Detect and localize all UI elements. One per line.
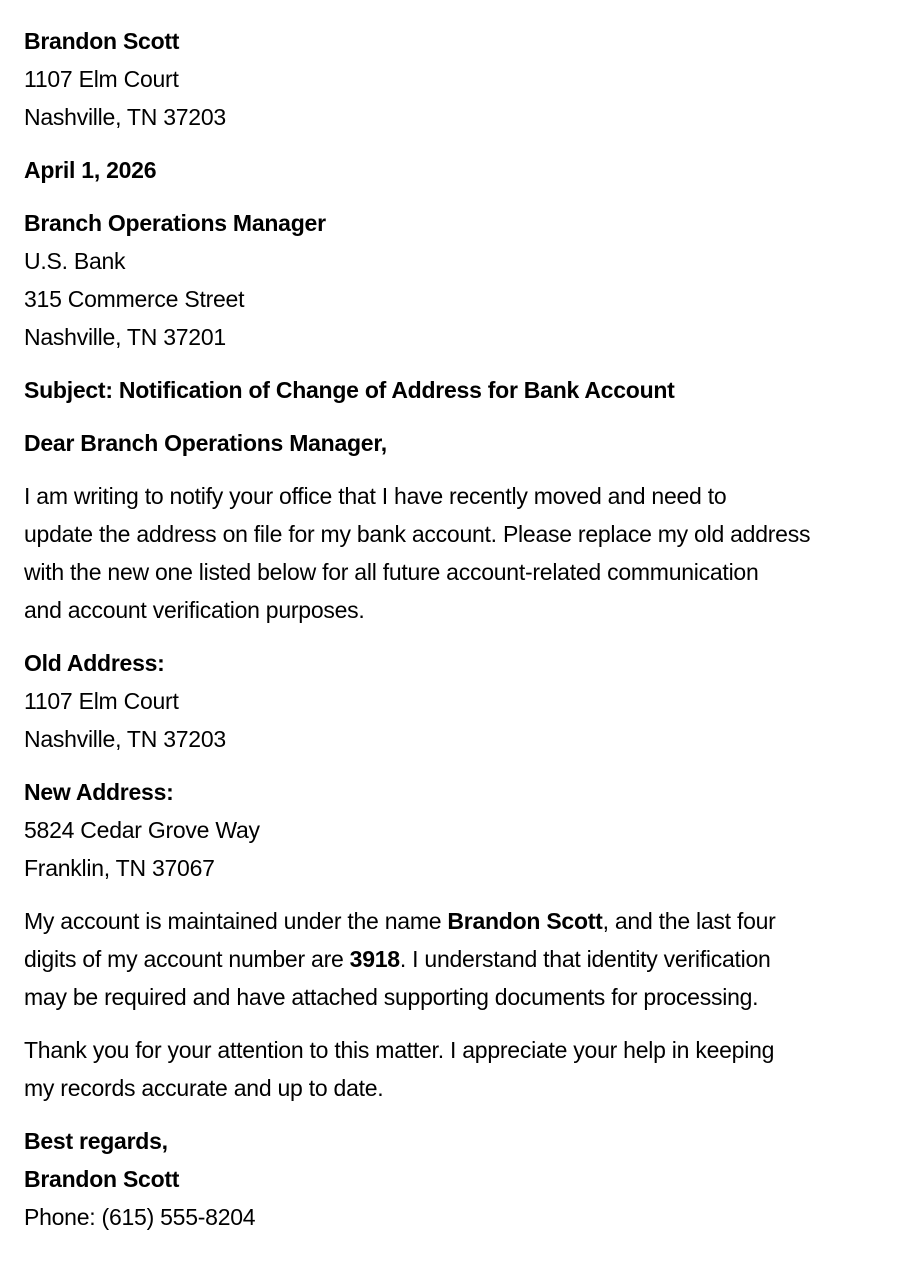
paragraph-line (24, 940, 890, 978)
recipient-address-line2: Nashville, TN 37201 (24, 324, 226, 350)
closing-block (24, 1122, 890, 1236)
old-address-line2: Nashville, TN 37203 (24, 726, 226, 752)
new-address-heading: New Address: (24, 779, 174, 805)
recipient-title: Branch Operations Manager (24, 210, 326, 236)
intro-paragraph (24, 477, 890, 629)
recipient-company: U.S. Bank (24, 248, 126, 274)
paragraph-line: and account verification purposes. (24, 597, 365, 623)
old-address-line1: 1107 Elm Court (24, 688, 179, 714)
account-last4-digits: 3918 (349, 946, 400, 972)
salutation-block (24, 424, 890, 462)
subject-block (24, 371, 890, 409)
new-address-block (24, 773, 890, 887)
recipient-address-line1: 315 Commerce Street (24, 286, 245, 312)
old-address-block (24, 644, 890, 758)
closing-phone: Phone: (615) 555-8204 (24, 1204, 256, 1230)
sender-address-line1: 1107 Elm Court (24, 66, 179, 92)
paragraph-line: Thank you for your attention to this matter. I appreciate your help in keeping (24, 1037, 775, 1063)
closing-name: Brandon Scott (24, 1166, 180, 1192)
paragraph-line: update the address on file for my bank account. Please replace my old address (24, 521, 811, 547)
paragraph-line: may be required and have attached supporting documents for processing. (24, 984, 759, 1010)
recipient-block (24, 204, 890, 356)
paragraph-line: with the new one listed below for all future account-related communication (24, 559, 759, 585)
closing-signoff: Best regards, (24, 1128, 168, 1154)
subject-line: Subject: Notification of Change of Address for Bank Account (24, 377, 675, 403)
account-text: My account is maintained under the name (24, 908, 448, 934)
old-address-heading: Old Address: (24, 650, 165, 676)
date-block (24, 151, 890, 189)
new-address-line2: Franklin, TN 37067 (24, 855, 215, 881)
salutation-line: Dear Branch Operations Manager, (24, 430, 387, 456)
thanks-paragraph (24, 1031, 890, 1107)
paragraph-line (24, 902, 890, 940)
paragraph-line: I am writing to notify your office that I have recently moved and need to (24, 483, 727, 509)
account-text: . I understand that identity verification (399, 946, 771, 972)
sender-block (24, 22, 890, 136)
sender-name: Brandon Scott (24, 28, 180, 54)
letter-date: April 1, 2026 (24, 157, 157, 183)
account-text: digits of my account number are (24, 946, 350, 972)
paragraph-line: my records accurate and up to date. (24, 1075, 384, 1101)
account-paragraph (24, 902, 890, 1016)
sender-address-line2: Nashville, TN 37203 (24, 104, 226, 130)
new-address-line1: 5824 Cedar Grove Way (24, 817, 260, 843)
account-text: , and the last four (602, 908, 776, 934)
account-holder-name: Brandon Scott (447, 908, 603, 934)
